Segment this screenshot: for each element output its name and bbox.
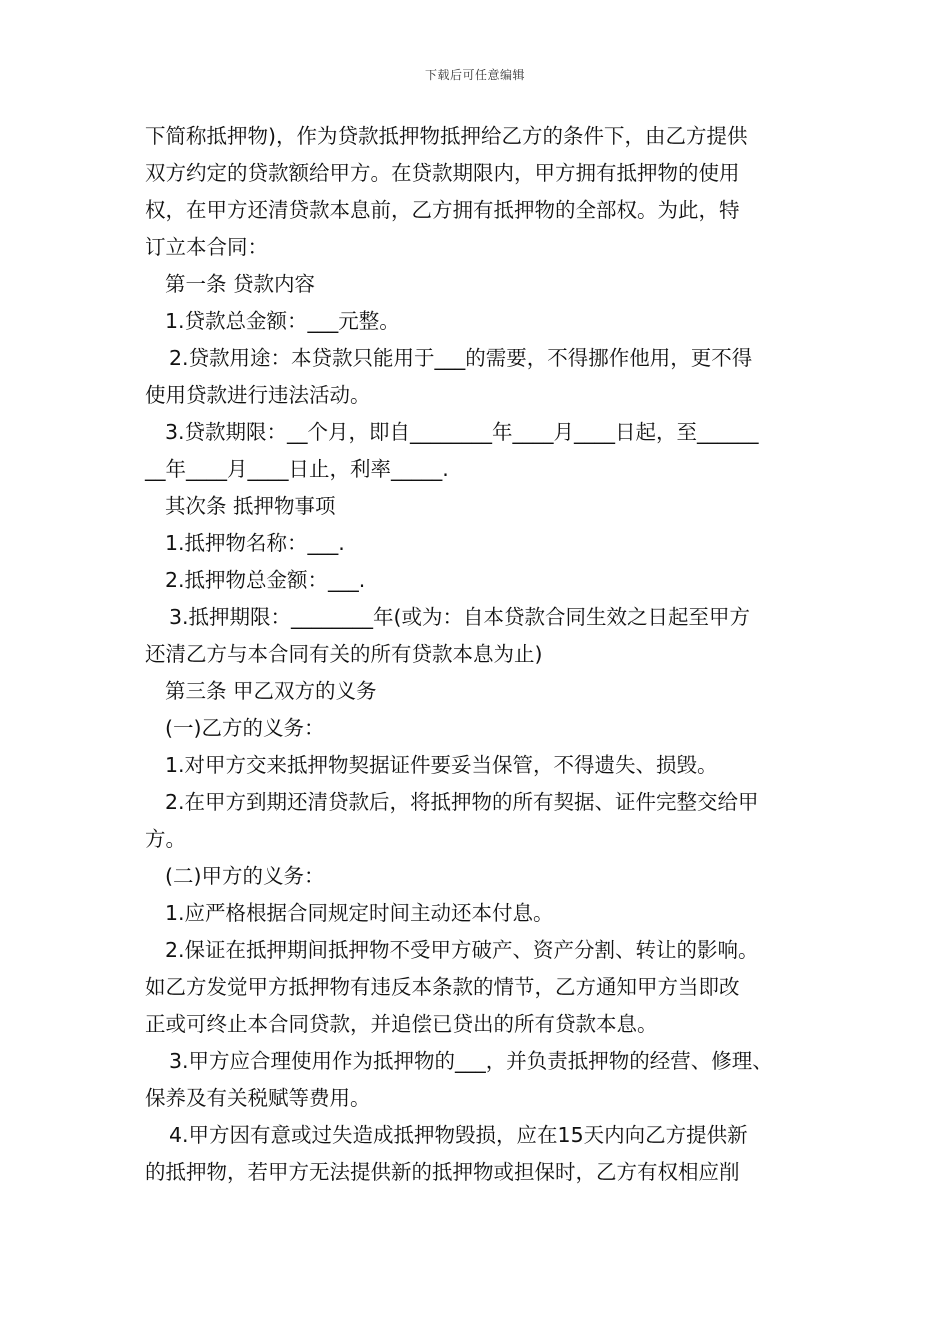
contract-line: 使用贷款进行违法活动。: [145, 383, 371, 407]
contract-line: 1.应严格根据合同规定时间主动还本付息。: [165, 901, 554, 925]
contract-line: 3.贷款期限：__个月，即自________年____月____日起，至______: [165, 420, 759, 444]
contract-line: 4.甲方因有意或过失造成抵押物毁损，应在15天内向乙方提供新: [169, 1123, 748, 1147]
contract-line: 3.甲方应合理使用作为抵押物的___，并负责抵押物的经营、修理、: [169, 1049, 773, 1073]
contract-line: 2.保证在抵押期间抵押物不受甲方破产、资产分割、转让的影响。: [165, 938, 759, 962]
contract-line: 3.抵押期限：________年(或为：自本贷款合同生效之日起至甲方: [169, 605, 751, 629]
contract-line: 第三条 甲乙双方的义务: [165, 679, 377, 703]
contract-line: 2.抵押物总金额：___.: [165, 568, 366, 592]
contract-line: 如乙方发觉甲方抵押物有违反本条款的情节，乙方通知甲方当即改: [145, 975, 740, 999]
contract-line: (一)乙方的义务：: [165, 716, 325, 740]
contract-line: 的抵押物，若甲方无法提供新的抵押物或担保时，乙方有权相应削: [145, 1160, 740, 1184]
contract-line: 保养及有关税赋等费用。: [145, 1086, 371, 1110]
contract-line: 方。: [145, 827, 186, 851]
contract-line: 订立本合同：: [145, 235, 268, 259]
contract-line: 1.贷款总金额：___元整。: [165, 309, 400, 333]
contract-body: [145, 118, 825, 1191]
contract-line: 下简称抵押物)，作为贷款抵押物抵押给乙方的条件下，由乙方提供: [145, 124, 748, 148]
contract-line: 正或可终止本合同贷款，并追偿已贷出的所有贷款本息。: [145, 1012, 658, 1036]
contract-line: 其次条 抵押物事项: [165, 494, 336, 518]
contract-line: 2.在甲方到期还清贷款后，将抵押物的所有契据、证件完整交给甲: [165, 790, 759, 814]
contract-line: 还清乙方与本合同有关的所有贷款本息为止): [145, 642, 543, 666]
contract-line: (二)甲方的义务：: [165, 864, 325, 888]
page-header-note: 下载后可任意编辑: [424, 68, 525, 82]
contract-line: 1.对甲方交来抵押物契据证件要妥当保管，不得遗失、损毁。: [165, 753, 718, 777]
contract-line: 双方约定的贷款额给甲方。在贷款期限内，甲方拥有抵押物的使用: [145, 161, 740, 185]
contract-line: 1.抵押物名称：___.: [165, 531, 345, 555]
contract-line: 2.贷款用途：本贷款只能用于___的需要，不得挪作他用，更不得: [169, 346, 753, 370]
contract-line: 权，在甲方还清贷款本息前，乙方拥有抵押物的全部权。为此，特: [145, 198, 740, 222]
contract-line: 第一条 贷款内容: [165, 272, 316, 296]
contract-line: __年____月____日止，利率_____.: [145, 457, 449, 481]
